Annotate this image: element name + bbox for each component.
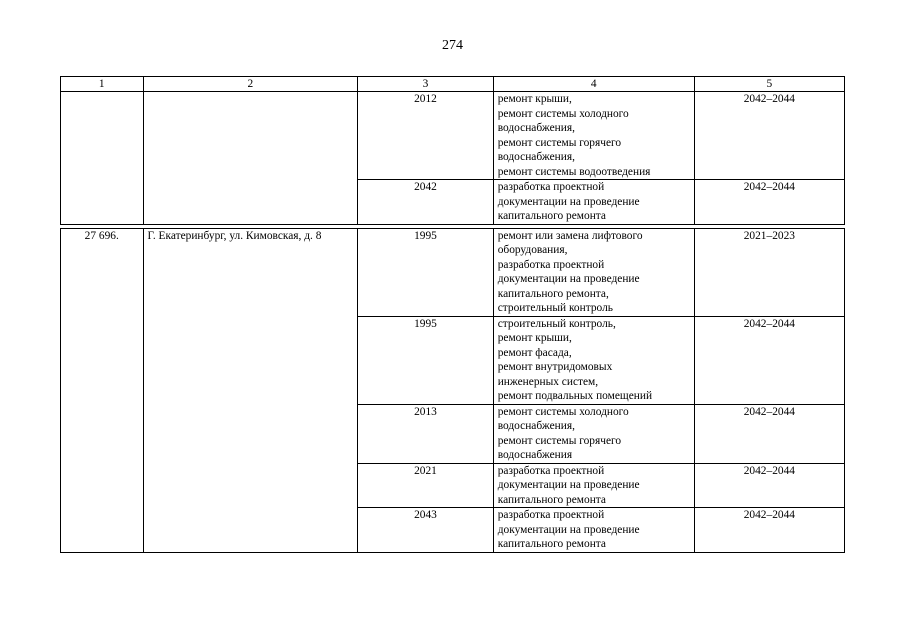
repair-schedule-table (60, 76, 845, 553)
repair-work-item: документации на проведение (497, 195, 640, 208)
repair-work-item: ремонт крыши, (497, 332, 572, 344)
last-repair-year-cell: 2042 (358, 180, 493, 225)
planned-period-cell: 2042–2044 (694, 508, 844, 553)
repair-work-item: водоснабжения, (497, 420, 575, 432)
column-number-5: 5 (694, 77, 844, 92)
page-number: 274 (442, 38, 463, 53)
repair-work-item: оборудования, (497, 244, 568, 256)
repair-work-item: капитального ремонта (497, 493, 606, 506)
planned-period-cell: 2042–2044 (694, 180, 844, 225)
building-number-cell: 27 696. (61, 228, 144, 552)
planned-period-cell: 2042–2044 (694, 404, 844, 463)
column-number-2: 2 (143, 77, 358, 92)
repair-works-cell (493, 316, 694, 404)
repair-work-item: капитального ремонта (497, 538, 606, 550)
last-repair-year-cell: 2021 (358, 463, 493, 508)
last-repair-year-cell: 2043 (358, 508, 493, 553)
column-number-1: 1 (61, 77, 144, 92)
column-number-row (61, 77, 845, 92)
planned-period-cell: 2042–2044 (694, 92, 844, 180)
table-row (61, 228, 845, 316)
repair-work-item: ремонт или замена лифтового (497, 229, 643, 242)
repair-work-item: водоснабжения, (497, 122, 575, 134)
repair-works-cell (493, 463, 694, 508)
repair-work-item: капитального ремонта, (497, 287, 609, 300)
repair-work-item: ремонт крыши, (497, 93, 572, 105)
repair-work-item: ремонт системы холодного (497, 405, 629, 418)
repair-work-item: ремонт фасада, (497, 346, 572, 359)
planned-period-cell: 2042–2044 (694, 316, 844, 404)
last-repair-year-cell: 1995 (358, 316, 493, 404)
repair-work-item: ремонт внутридомовых (497, 361, 613, 373)
repair-works-cell (493, 508, 694, 553)
repair-work-item: ремонт подвальных помещений (497, 390, 653, 402)
column-number-3: 3 (358, 77, 493, 92)
repair-work-item: ремонт системы водоотведения (497, 165, 651, 178)
repair-work-item: документации на проведение (497, 273, 640, 285)
repair-work-item: капитального ремонта (497, 210, 606, 222)
repair-work-item: разработка проектной (497, 181, 605, 193)
repair-work-item: водоснабжения (497, 449, 573, 461)
repair-works-cell (493, 228, 694, 316)
repair-work-item: документации на проведение (497, 523, 640, 536)
repair-work-item: разработка проектной (497, 509, 605, 521)
repair-work-item: разработка проектной (497, 464, 605, 477)
last-repair-year-cell: 2013 (358, 404, 493, 463)
building-address-cell: Г. Екатеринбург, ул. Кимовская, д. 8 (143, 228, 358, 552)
planned-period-cell: 2021–2023 (694, 228, 844, 316)
table-body (61, 77, 845, 553)
repair-work-item: документации на проведение (497, 479, 640, 491)
repair-work-item: строительный контроль (497, 302, 613, 314)
repair-work-item: ремонт системы горячего (497, 434, 622, 447)
last-repair-year-cell: 2012 (358, 92, 493, 180)
repair-works-cell (493, 404, 694, 463)
last-repair-year-cell: 1995 (358, 228, 493, 316)
repair-work-item: ремонт системы горячего (497, 136, 622, 149)
repair-work-item: строительный контроль, (497, 317, 616, 330)
building-address-cell (143, 92, 358, 225)
building-number-cell (61, 92, 144, 225)
planned-period-cell: 2042–2044 (694, 463, 844, 508)
repair-work-item: инженерных систем, (497, 375, 599, 388)
repair-work-item: водоснабжения, (497, 151, 575, 163)
repair-work-item: ремонт системы холодного (497, 107, 629, 120)
repair-works-cell (493, 92, 694, 180)
repair-work-item: разработка проектной (497, 258, 605, 271)
repair-works-cell (493, 180, 694, 225)
table-row (61, 92, 845, 180)
column-number-4: 4 (493, 77, 694, 92)
